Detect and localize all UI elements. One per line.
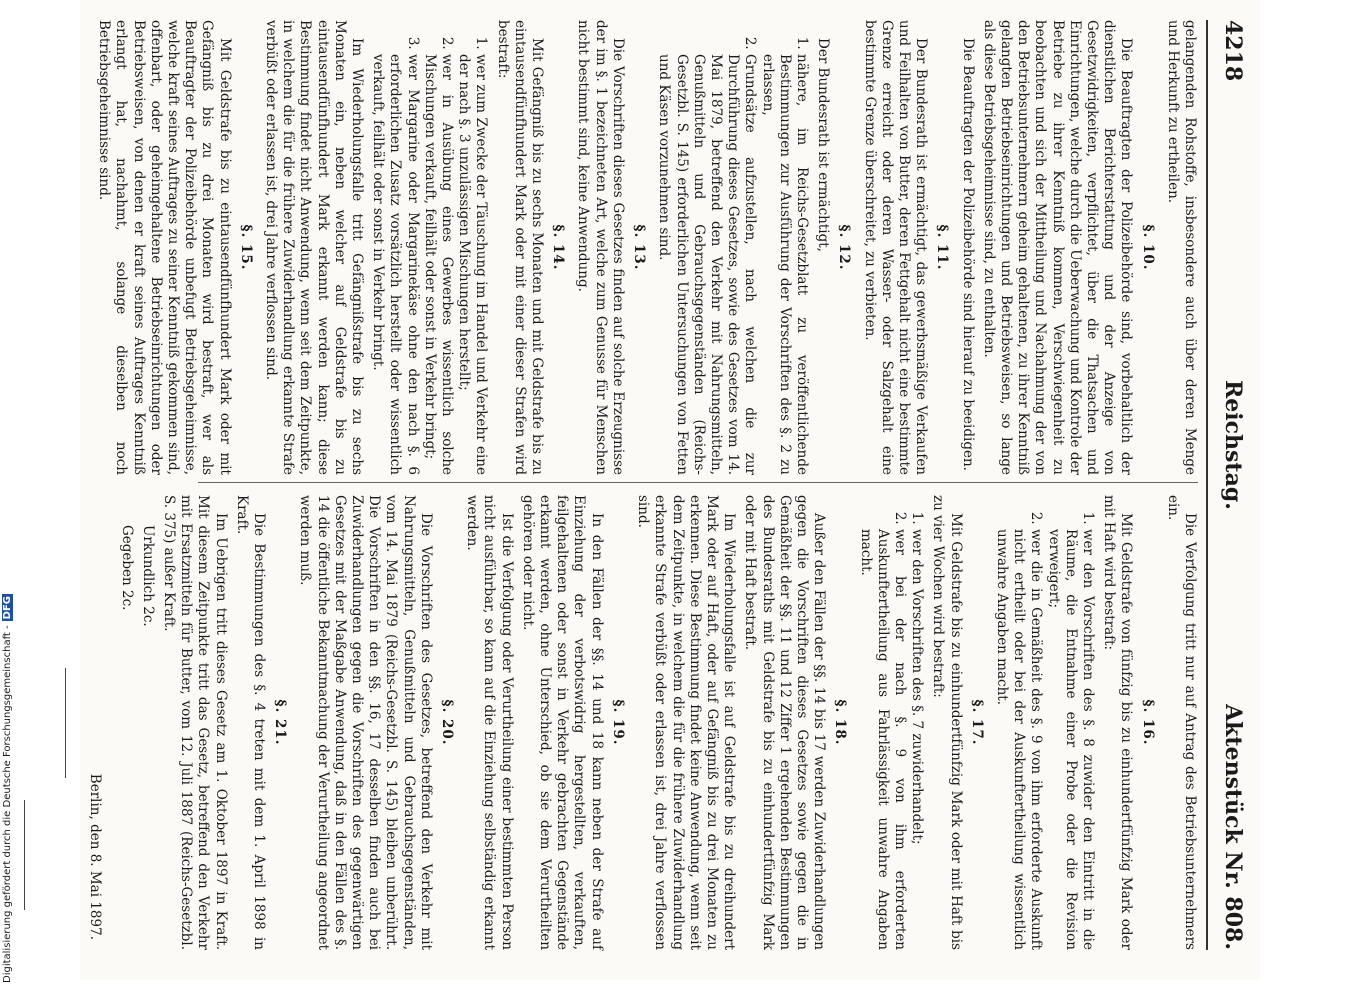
paragraph: Außer den Fällen der §§. 14 bis 17 werden Zuwiderhandlungen gegen die Vorschriften dieses Gesetzes sowie gegen die in Gemäßheit der §§. 11 und 12 Ziffer 1 ergehenden Bestimmungen des Bundesraths mit Geldstrafe bis zu einhundertfünfzig Mark oder mit Haft bestraft. <box>742 495 828 950</box>
list-item: 2. wer bei der nach §. 9 von ihm erforderten Auskunftertheilung aus Fahrlässigkeit unwahre Angaben macht. <box>856 529 908 950</box>
numbered-list <box>993 495 1096 950</box>
digitization-note <box>2 394 16 994</box>
section-heading: §. 16. <box>1139 699 1156 746</box>
list-item: 2. wer die in Gemäßheit des §. 9 von ihm erforderte Auskunft nicht ertheilt oder bei der Auskunftertheilung wissentlich unwahre Angaben macht. <box>993 529 1045 950</box>
list-item: 2. Grundsätze aufzustellen, nach welchen die zur Durchführung dieses Gesetzes, sowie des Gesetzes vom 14. Mai 1879, betreffend den Verkehr mit Nahrungsmitteln, Genußmitteln und Gebrauchsgegenständen (Reichs-Gesetzbl. S. 145) erforderlichen Untersuchungen von Fetten und Käsen vorzunehmen sind. <box>655 54 758 475</box>
intro-paragraph: Die Verfolgung tritt nur auf Antrag des Betriebsunternehmers ein. <box>1164 495 1198 950</box>
paragraph: Die Vorschriften des Gesetzes, betreffend den Verkehr mit Nahrungsmitteln, Genußmitteln und Gebrauchsgegenständen, vom 14. Mai 1879 (Reichs-Gesetzbl. S. 145) bleiben unberührt. Die Vorschriften in den §§. 16, 17 desselben finden auch bei Zuwiderhandlungen gegen die Vorschriften des gegenwärtigen Gesetzes mit der Maßgabe Anwendung, daß in den Fällen des §. 14 die öffentliche Bekanntmachung der Verurtheilung angeordnet werden muß. <box>297 495 434 950</box>
closing-rule <box>24 800 25 910</box>
paragraph: Der Bundesrath ist ermächtigt, <box>815 38 832 252</box>
list-item: 2. wer in Ausübung eines Gewerbes wissentlich solche Mischungen verkauft, feilhält oder sonst in Verkehr bringt; <box>421 54 455 475</box>
paragraph: Im Wiederholungsfalle tritt Gefängnißstrafe bis zu sechs Monaten ein, neben welcher auf Geldstrafe bis zu eintausendfünfhundert Mark erkannt werden kann; diese Bestimmung findet nicht Anwendung, wenn seit dem Zeitpunkte, in welchem die für die frühere Zuwiderhandlung erkannte Strafe verbüßt oder erlassen ist, drei Jahre verflossen sind. <box>263 20 366 475</box>
section-heading: §. 15. <box>237 224 254 271</box>
paragraph: Ist die Verfolgung oder Verurtheilung einer bestimmten Person nicht ausführbar, so kann auf die Einziehung selbständig erkannt werden. <box>464 495 515 950</box>
page-header <box>1206 20 1246 950</box>
closing-rule <box>65 668 66 778</box>
intro-paragraph: gelangenden Rohstoffe, insbesondere auch über deren Menge und Herkunft zu ertheilen. <box>1164 20 1198 475</box>
header-rule <box>1206 20 1208 950</box>
section-heading: §. 19. <box>609 699 626 746</box>
digitization-note-text <box>2 383 13 983</box>
list-item: 3. wer Margarine oder Margarinekäse ohne den nach §. 6 erforderlichen Zusatz vorsätzlich herstellt oder wissentlich verkauft, feilhält oder sonst in Verkehr bringt. <box>369 54 421 475</box>
column-divider <box>198 482 1198 483</box>
digitization-note-label: Digitalisierung gefördert durch die Deutsche Forschungsgemeinschaft - <box>2 625 13 983</box>
document-page <box>80 0 1260 980</box>
header-title: Reichstag. <box>1220 380 1246 510</box>
paragraph: Mit Geldstrafe bis zu eintausendfünfhundert Mark oder mit Gefängniß bis zu drei Monaten wird bestraft, wer als Beauftragter der Polizeibehörde unbefugt Betriebsgeheimnisse, welche kraft seines Auftrages zu seiner Kenntniß gekommen sind, offenbart, oder geheimgehaltene Betriebseinrichtungen oder Betriebsweisen, von denen er kraft seines Auftrages Kenntniß erlangt hat, nachahmt, solange dieselben noch Betriebsgeheimnisse sind. <box>96 20 233 475</box>
page-number: 4218 <box>1220 20 1246 82</box>
paragraph: Mit Gefängniß bis zu sechs Monaten und mit Geldstrafe bis zu eintausendfünfhundert Mark oder mit einer dieser Strafen wird bestraft: <box>494 20 546 475</box>
numbered-list <box>655 20 810 475</box>
paragraph: Mit Geldstrafe von fünfzig bis zu einhundertfünfzig Mark oder mit Haft wird bestraft: <box>1101 495 1135 950</box>
numbered-list <box>369 20 489 475</box>
section-heading: §. 17. <box>968 699 985 746</box>
section-heading: §. 14. <box>550 224 567 271</box>
left-column <box>96 20 1198 475</box>
section-heading: §. 12. <box>836 224 853 271</box>
numbered-list <box>856 495 925 950</box>
paragraph: Im Uebrigen tritt dieses Gesetz am 1. Oktober 1897 in Kraft. Mit diesem Zeitpunkte tritt das Gesetz, betreffend den Verkehr mit Ersatzmitteln für Butter, vom 12. Juli 1887 (Reichs-Gesetzbl. S. 375) außer Kraft. <box>161 495 229 950</box>
section-heading: §. 10. <box>1139 224 1156 271</box>
list-item: 1. wer den Vorschriften des §. 8 zuwider den Eintritt in die Räume, die Entnahme einer Probe oder die Revision verweigert; <box>1044 529 1096 950</box>
document-number: Aktenstück Nr. 808. <box>1220 704 1246 950</box>
dfg-logo: DFG <box>2 596 13 620</box>
paragraph: Mit Geldstrafe bis zu einhundertfünfzig Mark oder mit Haft bis zu vier Wochen wird bestraft: <box>930 495 964 950</box>
paragraph: Der Bundesrath ist ermächtigt, das gewerbsmäßige Verkaufen und Feilhalten von Butter, deren Fettgehalt nicht eine bestimmte Grenze erreicht oder deren Wasser- oder Salzgehalt eine bestimmte Grenze überschreitet, zu verbieten. <box>861 20 930 475</box>
paragraph: Die Beauftragten der Polizeibehörde sind, vorbehaltlich der dienstlichen Berichterstattung und der Anzeige von Gesetzwidrigkeiten, verpflichtet, über die Thatsachen und Einrichtungen, welche durch die Ueberwachung und Kontrole der Betriebe zu ihrer Kenntniß kommen, Verschwiegenheit zu beobachten und sich der Mittheilung und Nachahmung der von den Betriebsunternehmern geheim gehaltenen, zu ihrer Kenntniß gelangten Betriebseinrichtungen und Betriebsweisen, so lange als diese Betriebsgeheimnisse sind, zu enthalten. <box>980 20 1135 475</box>
list-item: 1. wer zum Zwecke der Täuschung im Handel und Verkehr eine der nach §. 3 unzulässigen Mischungen herstellt; <box>455 54 489 475</box>
section-heading: §. 21. <box>272 699 289 746</box>
paragraph: In den Fällen der §§. 14 und 18 kann neben der Strafe auf Einziehung der verbotswidrig hergestellten, verkauften, feilgehaltenen oder sonst in Verkehr gebrachten Gegenstände erkannt werden, ohne Unterschied, ob sie dem Verurtheilten gehören oder nicht. <box>519 495 605 950</box>
place-date: Berlin, den 8. Mai 1897. <box>87 773 104 940</box>
section-heading: §. 11. <box>934 224 951 271</box>
gegeben-line: Gegeben 2c. <box>118 525 135 611</box>
paragraph: Im Wiederholungsfalle ist auf Geldstrafe bis zu dreihundert Mark oder auf Haft, oder auf Gefängniß bis zu drei Monaten zu erkennen. Diese Bestimmung findet keine Anwendung, wenn seit dem Zeitpunkte, in welchem die für die frühere Zuwiderhandlung erkannte Strafe verbüßt oder erlassen ist, drei Jahre verflossen sind. <box>635 495 738 950</box>
section-heading: §. 20. <box>439 699 456 746</box>
list-item: 1. wer den Vorschriften des §. 7 zuwiderhandelt; <box>908 529 925 950</box>
section-heading: §. 13. <box>631 224 648 271</box>
paragraph: Die Vorschriften dieses Gesetzes finden auf solche Erzeugnisse der im §. 1 bezeichneten Art, welche zum Genusse für Menschen nicht bestimmt sind, keine Anwendung. <box>575 20 626 475</box>
urkundlich-line: Urkundlich 2c. <box>139 525 156 627</box>
paragraph: Die Beauftragten der Polizeibehörde sind hierauf zu beeidigen. <box>959 38 976 471</box>
paragraph: Die Bestimmungen des §. 4 treten mit dem 1. April 1898 in Kraft. <box>233 495 268 950</box>
right-column <box>87 495 1198 950</box>
list-item: 1. nähere, im Reichs-Gesetzblatt zu veröffentlichende Bestimmungen zur Ausführung der Vorschriften des §. 2 zu erlassen, <box>758 54 810 475</box>
section-heading: §. 18. <box>832 699 849 746</box>
